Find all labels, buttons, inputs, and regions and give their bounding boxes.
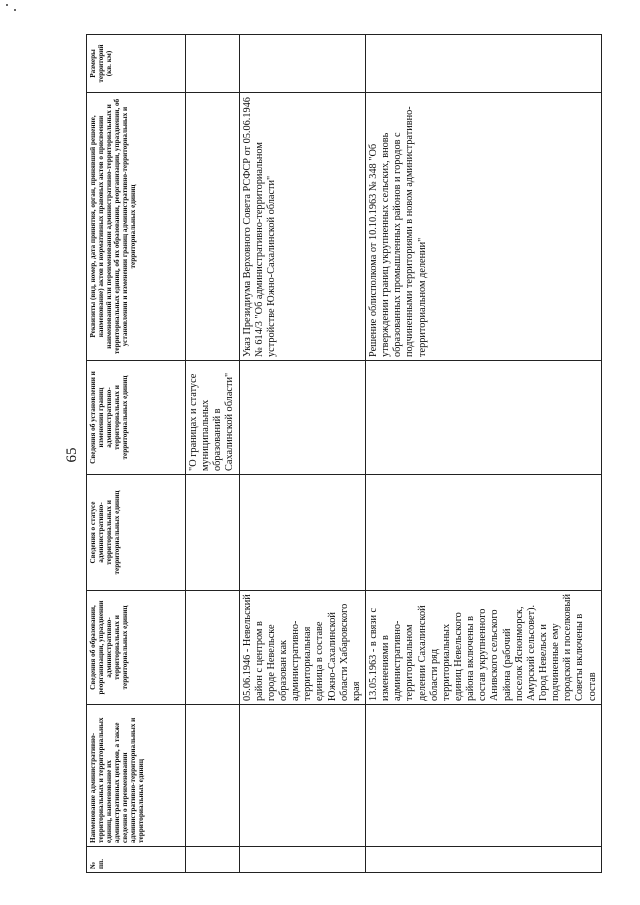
cell-borders: "О границах и статусе муниципальных образований в Сахалинской области" (186, 361, 240, 475)
header-number: № пп. (87, 847, 186, 873)
header-borders: Сведения об установлении и изменении границ административно-территориальных и территориальных единиц (87, 361, 186, 475)
header-name: Наименование административно-территориальных и территориальных единиц, наименование их административных центров, а также сведения о переименовании административно-территориальных и территориальных единиц (87, 705, 186, 847)
cell-formation: 13.05.1963 - в связи с изменениями в административно-территориальном делении Сахалинской области ряд территориальных единиц Невельского района включены в состав укрупненного Анивского сельского района (рабочий поселок Яснонморск, Амурский сельсовет). Город Невельск и подчиненные ему городской и поселковый Советы включены в состав (365, 591, 601, 705)
registry-table (86, 34, 602, 873)
cell-borders (365, 361, 601, 475)
table-row (186, 35, 240, 873)
cell-status (239, 475, 365, 591)
table-row (365, 35, 601, 873)
table-row (239, 35, 365, 873)
header-acts: Реквизиты (вид, номер, дата принятия, орган, принявший решение, наименование) актов и нормативных правовых актов о присвоении наименований или переименовании административно-территориальных и территориальных единиц, об их образовании, реорганизации, упразднении, об установлении и изменении границ административно-территориальных и территориальных единиц (87, 93, 186, 361)
header-status: Сведения о статусе административно-территориальных и территориальных единиц (87, 475, 186, 591)
page-number: 65 (64, 447, 80, 463)
cell-acts (186, 93, 240, 361)
cell-name (365, 705, 601, 847)
cell-number (365, 847, 601, 873)
cell-acts: Решение облисполкома от 10.10.1963 № 348 "Об утверждении границ укрупненных сельских, вновь образованных промышленных районов и городов с подчиненными территориями в новом административно-территориальном делении" (365, 93, 601, 361)
cell-status (186, 475, 240, 591)
cell-borders (239, 361, 365, 475)
cell-name (239, 705, 365, 847)
header-formation: Сведения об образовании, реорганизации, упразднении административно-территориальных и территориальных единиц (87, 591, 186, 705)
cell-number (186, 847, 240, 873)
cell-number (239, 847, 365, 873)
scan-speck (14, 9, 16, 11)
header-row (87, 35, 186, 873)
cell-formation: 05.06.1946 - Невельский район с центром в городе Невельске образован как административно-территориальная единица в составе Южно-Сахалинской области Хабаровского края (239, 591, 365, 705)
cell-area (365, 35, 601, 93)
cell-acts: Указ Президиума Верховного Совета РСФСР от 05.06.1946 № 614/3 "Об административно-территориальном устройстве Южно-Сахалинской области" (239, 93, 365, 361)
header-area: Размеры территорий (кв. км) (87, 35, 186, 93)
cell-area (239, 35, 365, 93)
cell-formation (186, 591, 240, 705)
cell-status (365, 475, 601, 591)
scan-speck (6, 4, 8, 6)
cell-name (186, 705, 240, 847)
cell-area (186, 35, 240, 93)
